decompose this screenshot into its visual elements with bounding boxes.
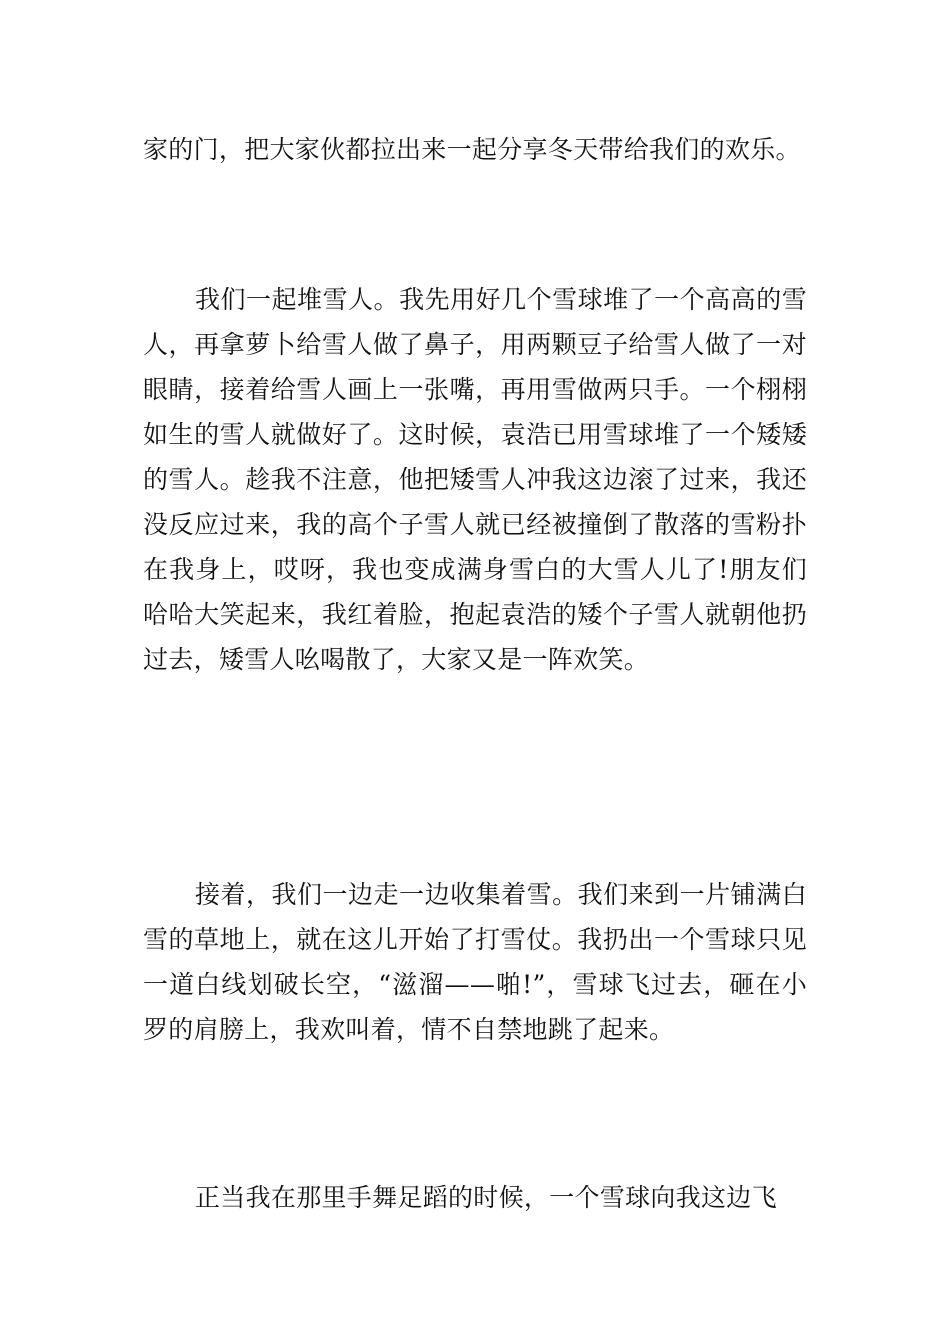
paragraph-continuation: 家的门，把大家伙都拉出来一起分享冬天带给我们的欢乐。 xyxy=(143,135,801,164)
paragraph-dancing: 正当我在那里手舞足蹈的时候，一个雪球向我这边飞 xyxy=(195,1183,777,1212)
paragraph-snowball-fight: 接着，我们一边走一边收集着雪。我们来到一片铺满白雪的草地上，就在这儿开始了打雪仗。我扔出一个雪球只见一道白线划破长空，“滋溜——啪!”，雪球飞过去，砸在小罗的肩膀上，我欢叫着，情不自禁地跳了起来。 xyxy=(143,880,807,1044)
paragraph-snowman: 我们一起堆雪人。我先用好几个雪球堆了一个高高的雪人，再拿萝卜给雪人做了鼻子，用两颗豆子给雪人做了一对眼睛，接着给雪人画上一张嘴，再用雪做两只手。一个栩栩如生的雪人就做好了。这时候，袁浩已用雪球堆了一个矮矮的雪人。趁我不注意，他把矮雪人冲我这边滚了过来，我还没反应过来，我的高个子雪人就已经被撞倒了散落的雪粉扑在我身上，哎呀，我也变成满身雪白的大雪人儿了!朋友们哈哈大笑起来，我红着脸，抱起袁浩的矮个子雪人就朝他扔过去，矮雪人吆喝散了，大家又是一阵欢笑。 xyxy=(143,285,807,674)
